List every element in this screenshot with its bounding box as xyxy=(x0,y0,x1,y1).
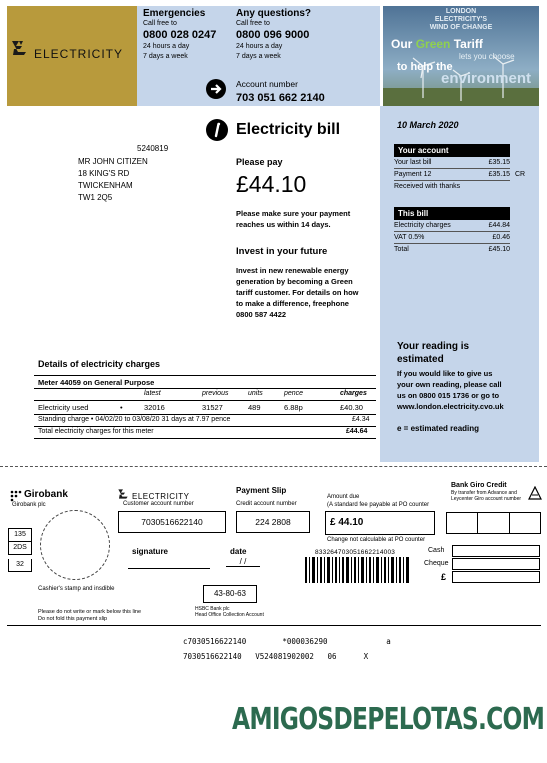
this-bill-row-value: £44.84 xyxy=(488,222,510,229)
micr-line-2: 7030516622140 V524081902002 06 X xyxy=(183,652,369,661)
row-charges: £40.30 xyxy=(340,403,363,412)
this-bill-row-label: Total xyxy=(394,246,409,253)
reading-title-1: Your reading is xyxy=(397,341,470,352)
promo-to-help: to help the xyxy=(397,61,453,73)
bank-giro-note-1: By transfer from Advance and xyxy=(451,490,517,496)
address-line: TWICKENHAM xyxy=(78,181,133,190)
col-units: units xyxy=(248,390,263,397)
col-previous: previous xyxy=(202,390,229,397)
barcode-image xyxy=(305,557,411,583)
invest-line: tariff customer. For details on how xyxy=(236,288,359,297)
your-account-row-label: Payment 12 xyxy=(394,171,432,178)
reading-line: us on 0800 015 1736 or go to xyxy=(397,391,500,400)
watermark-text: AMIGOSDEPELOTAS.COM xyxy=(232,702,545,737)
slip-bottom-rule xyxy=(7,625,541,626)
invest-text xyxy=(236,265,359,320)
cash-label: Cash xyxy=(428,547,445,554)
questions-title: Any questions? xyxy=(236,8,312,19)
tear-line xyxy=(0,466,547,467)
this-bill-table xyxy=(394,207,510,255)
details-title: Details of electricity charges xyxy=(38,359,161,369)
bill-date: 10 March 2020 xyxy=(397,120,459,130)
received-note xyxy=(394,181,510,192)
bank-office: Head Office Collection Account xyxy=(195,612,264,618)
slip-brand-name: ELECTRICITY xyxy=(132,492,190,501)
bank-giro-note-2: Leycenter Giro account number xyxy=(451,496,522,502)
customer-address xyxy=(78,156,148,204)
reading-title-2: estimated xyxy=(397,354,444,365)
date-field[interactable]: / / xyxy=(226,557,260,567)
address-line: MR JOHN CITIZEN xyxy=(78,157,148,166)
this-bill-title: This bill xyxy=(394,207,510,220)
row-bullet: • xyxy=(120,403,123,412)
customer-account-field: 7030516622140 xyxy=(118,511,226,533)
questions-days: 7 days a week xyxy=(236,53,281,60)
reading-line: www.london.electricity.cvo.uk xyxy=(397,402,504,411)
cash-field[interactable] xyxy=(452,545,540,557)
bill-title: Electricity bill xyxy=(236,121,341,138)
customer-reference: 5240819 xyxy=(137,144,169,153)
bank-triangle-icon xyxy=(528,486,542,500)
reading-block xyxy=(397,340,537,434)
change-note: Change not calculable at PO counter xyxy=(327,537,426,543)
questions-call-label: Call free to xyxy=(236,20,270,27)
this-bill-row-label: Electricity charges xyxy=(394,222,451,229)
account-number-label: Account number xyxy=(236,79,298,89)
warning-line-2: Do not fold this payment slip xyxy=(38,616,108,622)
side-code: 135 xyxy=(8,528,32,542)
standing-charges: £4.34 xyxy=(352,416,370,423)
promo-environment: environment xyxy=(441,70,532,87)
address-line: 18 KING'S RD xyxy=(78,169,130,178)
micr-line-1: c7030516622140 *000036290 a xyxy=(183,637,391,646)
credit-account-label: Credit account number xyxy=(236,501,297,507)
your-account-title: Your account xyxy=(394,144,510,157)
side-codes xyxy=(8,528,32,572)
reading-legend: e = estimated reading xyxy=(397,424,480,433)
your-account-row-value: £35.15 xyxy=(488,171,510,178)
total-text: Total electricity charges for this meter xyxy=(38,428,154,435)
meter-label: Meter 44059 on General Purpose xyxy=(38,378,155,387)
col-latest: latest xyxy=(144,390,161,397)
promo-line-3: WIND OF CHANGE xyxy=(429,24,493,31)
signature-field[interactable] xyxy=(128,568,210,569)
side-code: 2DS xyxy=(8,542,32,555)
girobank-logo-icon xyxy=(10,490,22,502)
account-number: 703 051 662 2140 xyxy=(236,92,325,104)
emergencies-block xyxy=(143,8,216,62)
row-previous: 31527 xyxy=(202,403,223,412)
promo-our: Our xyxy=(391,37,413,51)
payment-note-line: reaches us within 14 days. xyxy=(236,220,331,229)
emergencies-call-label: Call free to xyxy=(143,20,177,27)
questions-number: 0800 096 9000 xyxy=(236,29,310,41)
cheque-label: Cheque xyxy=(424,560,449,567)
green-tariff-promo-image xyxy=(383,6,539,112)
total-pound-label: £ xyxy=(441,572,447,582)
your-account-table xyxy=(394,144,510,192)
questions-hours: 24 hours a day xyxy=(236,43,283,50)
brand-name: ELECTRICITY xyxy=(34,47,124,61)
questions-block xyxy=(236,8,311,62)
payment-slip-title: Payment Slip xyxy=(236,486,287,495)
amount-due-note: (A standard fee payable at PO counter xyxy=(327,502,430,508)
col-charges: charges xyxy=(340,390,367,397)
your-account-row-label: Your last bill xyxy=(394,159,432,166)
bank-giro-title: Bank Giro Credit xyxy=(451,482,507,489)
this-bill-row xyxy=(394,244,510,255)
bank-name: HSBC Bank plc xyxy=(195,606,230,612)
your-account-row xyxy=(394,157,510,169)
promo-line-2: ELECTRICITY'S xyxy=(434,16,488,23)
this-bill-row xyxy=(394,232,510,244)
arrow-right-icon xyxy=(206,79,226,99)
emergencies-days: 7 days a week xyxy=(143,53,188,60)
payment-note-line: Please make sure your payment xyxy=(236,209,351,218)
promo-tariff: Tariff xyxy=(453,37,483,51)
this-bill-row xyxy=(394,220,510,232)
amount-due-label: Amount due xyxy=(327,494,360,500)
cashier-stamp-label: Cashier's stamp and insdible xyxy=(38,586,115,592)
col-pence: pence xyxy=(284,390,304,397)
electricity-logo-icon xyxy=(10,39,28,57)
your-account-row xyxy=(394,169,510,181)
invest-line: generation by becoming a Green xyxy=(236,277,353,286)
invest-line: Invest in new renewable energy xyxy=(236,266,349,275)
emergencies-title: Emergencies xyxy=(143,8,206,19)
cheque-field[interactable] xyxy=(452,558,540,570)
details-rule xyxy=(34,426,376,427)
details-rule xyxy=(34,400,376,401)
amount-due: £44.10 xyxy=(236,171,307,197)
received-text: Received with thanks xyxy=(394,183,461,190)
promo-lets-you: lets you choose xyxy=(459,52,515,61)
reading-line: your own reading, please call xyxy=(397,380,502,389)
standing-text: Standing charge • 04/02/20 to 03/08/20 31 days at 7.97 pence xyxy=(38,416,231,423)
details-rule xyxy=(34,388,376,389)
row-latest: 32016 xyxy=(144,403,165,412)
giro-boxes xyxy=(446,512,541,534)
this-bill-row-value: £0.46 xyxy=(492,234,510,241)
invest-title: Invest in your future xyxy=(236,246,328,257)
credit-account-field: 224 2808 xyxy=(236,511,310,533)
date-label: date xyxy=(230,547,247,556)
details-rule xyxy=(34,414,376,415)
reading-line: If you would like to give us xyxy=(397,369,493,378)
side-code: 32 xyxy=(8,559,32,572)
total-field[interactable] xyxy=(452,571,540,583)
invest-line: to make a difference, freephone xyxy=(236,299,349,308)
cashier-stamp-circle xyxy=(40,510,110,580)
address-line: TW1 2Q5 xyxy=(78,193,113,202)
details-rule xyxy=(34,375,376,376)
amount-due-field: £ 44.10 xyxy=(325,511,435,535)
sort-code-field: 43-80-63 xyxy=(203,585,257,603)
electricity-logo-small-icon xyxy=(117,488,129,500)
please-pay-label: Please pay xyxy=(236,157,283,167)
row-units: 489 xyxy=(248,403,261,412)
total-charges: £44.64 xyxy=(346,428,368,435)
giro-box[interactable] xyxy=(446,512,478,534)
warning-line-1: Please do not write or mark below this line xyxy=(38,609,142,615)
this-bill-row-label: VAT 0.5% xyxy=(394,234,425,241)
emergencies-hours: 24 hours a day xyxy=(143,43,190,50)
your-account-row-value: £35.15 xyxy=(488,159,510,166)
emergencies-number: 0800 028 0247 xyxy=(143,29,217,41)
signature-label: signature xyxy=(132,547,169,556)
giro-box[interactable] xyxy=(478,512,509,534)
row-label: Electricity used xyxy=(38,403,89,412)
payment-note xyxy=(236,208,350,230)
promo-line-1: LONDON xyxy=(445,8,477,15)
giro-box[interactable] xyxy=(510,512,541,534)
this-bill-row-value: £45.10 xyxy=(488,246,510,253)
barcode-digits: 833264703051662214003 xyxy=(315,549,396,556)
invest-line: 0800 587 4422 xyxy=(236,310,287,319)
girobank-name: Girobank xyxy=(24,489,68,500)
row-pence: 6.88p xyxy=(284,403,303,412)
details-rule xyxy=(34,438,376,439)
info-icon xyxy=(206,119,228,141)
credit-marker: CR xyxy=(515,171,526,178)
customer-account-label: Customer account number xyxy=(123,501,194,507)
girobank-sub: Girobank plc xyxy=(12,502,46,508)
promo-green: Green xyxy=(415,37,451,51)
